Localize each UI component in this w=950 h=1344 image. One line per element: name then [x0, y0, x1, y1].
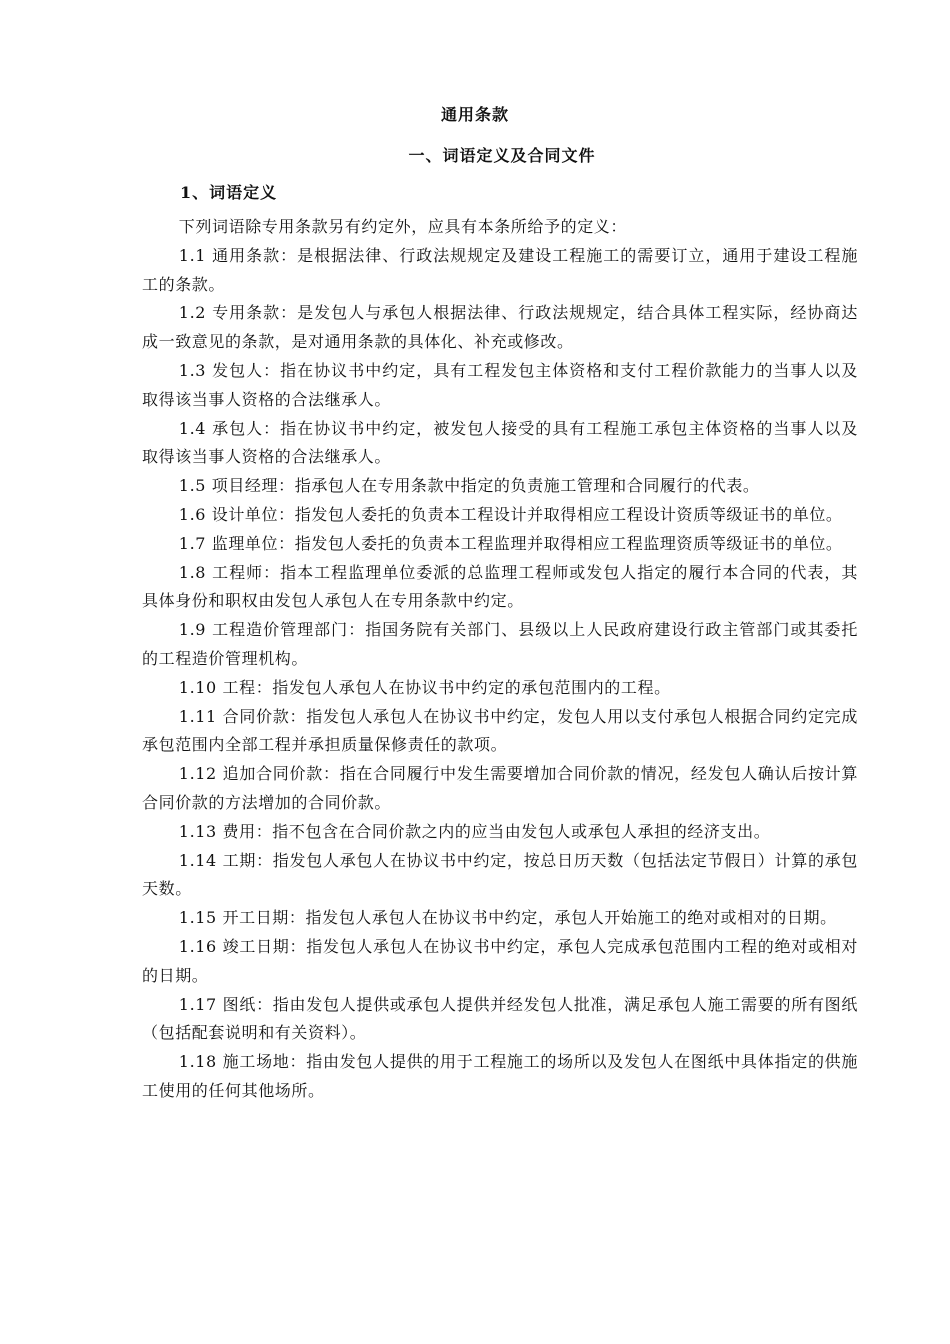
definition-1-16: 1.16 竣工日期：指发包人承包人在协议书中约定，承包人完成承包范围内工程的绝对或相对的日期。	[142, 936, 858, 985]
definition-1-13: 1.13 费用：指不包含在合同价款之内的应当由发包人或承包人承担的经济支出。	[178, 821, 771, 841]
document-title: 通用条款	[440, 105, 509, 124]
definition-1-9: 1.9 工程造价管理部门：指国务院有关部门、县级以上人民政府建设行政主管部门或其委托的工程造价管理机构。	[142, 620, 858, 668]
document-body	[142, 213, 858, 1106]
definition-1-1: 1.1 通用条款：是根据法律、行政法规规定及建设工程施工的需要订立，通用于建设工程施工的条款。	[142, 245, 858, 294]
definition-1-5: 1.5 项目经理：指承包人在专用条款中指定的负责施工管理和合同履行的代表。	[178, 476, 760, 496]
section-title: 一、词语定义及合同文件	[408, 146, 596, 165]
definition-1-7: 1.7 监理单位：指发包人委托的负责本工程监理并取得相应工程监理资质等级证书的单位。	[178, 533, 843, 553]
definition-1-3: 1.3 发包人：指在协议书中约定，具有工程发包主体资格和支付工程价款能力的当事人以及取得该当事人资格的合法继承人。	[142, 360, 858, 409]
definition-1-4: 1.4 承包人：指在协议书中约定，被发包人接受的具有工程施工承包主体资格的当事人以及取得该当事人资格的合法继承人。	[142, 418, 858, 467]
definition-1-15: 1.15 开工日期：指发包人承包人在协议书中约定，承包人开始施工的绝对或相对的日期。	[178, 908, 837, 928]
definition-1-2: 1.2 专用条款：是发包人与承包人根据法律、行政法规规定，结合具体工程实际，经协商达成一致意见的条款，是对通用条款的具体化、补充或修改。	[142, 303, 858, 352]
definition-1-17: 1.17 图纸：指由发包人提供或承包人提供并经发包人批准，满足承包人施工需要的所有图纸（包括配套说明和有关资料）。	[142, 994, 858, 1043]
definition-1-12: 1.12 追加合同价款：指在合同履行中发生需要增加合同价款的情况，经发包人确认后按计算合同价款的方法增加的合同价款。	[142, 764, 858, 812]
definition-1-10: 1.10 工程：指发包人承包人在协议书中约定的承包范围内的工程。	[178, 677, 671, 697]
definition-1-11: 1.11 合同价款：指发包人承包人在协议书中约定，发包人用以支付承包人根据合同约定完成承包范围内全部工程并承担质量保修责任的款项。	[142, 706, 858, 755]
definition-1-18: 1.18 施工场地：指由发包人提供的用于工程施工的场所以及发包人在图纸中具体指定的供施工使用的任何其他场所。	[142, 1052, 858, 1100]
definition-1-8: 1.8 工程师：指本工程监理单位委派的总监理工程师或发包人指定的履行本合同的代表，其具体身份和职权由发包人承包人在专用条款中约定。	[142, 562, 858, 611]
subsection-title: 1、词语定义	[180, 183, 278, 202]
intro-paragraph: 下列词语除专用条款另有约定外，应具有本条所给予的定义：	[178, 217, 627, 236]
definition-1-6: 1.6 设计单位：指发包人委托的负责本工程设计并取得相应工程设计资质等级证书的单位。	[178, 504, 843, 524]
definition-1-14: 1.14 工期：指发包人承包人在协议书中约定，按总日历天数（包括法定节假日）计算的承包天数。	[142, 850, 858, 899]
